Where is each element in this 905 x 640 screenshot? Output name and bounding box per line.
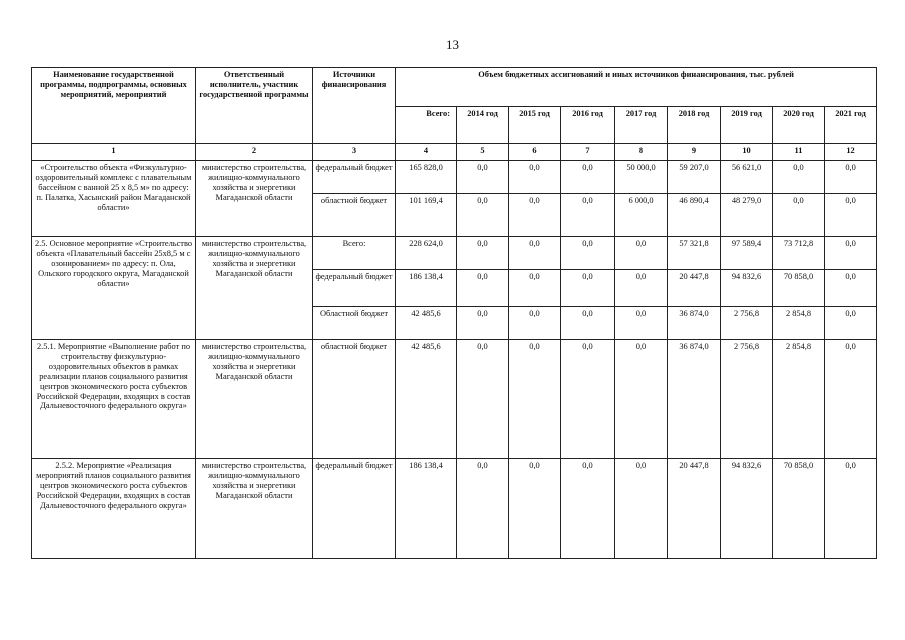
value-cell: 6 000,0 — [615, 194, 668, 237]
value-cell: 2 756,8 — [721, 307, 773, 340]
value-cell: 0,0 — [457, 340, 509, 459]
value-cell: 0,0 — [509, 270, 561, 307]
value-cell: 0,0 — [457, 270, 509, 307]
funding-source-cell: Областной бюджет — [313, 307, 396, 340]
value-cell: 0,0 — [509, 340, 561, 459]
value-cell: 186 138,4 — [396, 459, 457, 559]
funding-source-cell: федеральный бюджет — [313, 459, 396, 559]
column-numbers-row — [32, 144, 877, 161]
column-number: 1 — [32, 144, 196, 161]
page-number: 13 — [446, 37, 459, 52]
value-cell: 94 832,6 — [721, 459, 773, 559]
value-cell: 0,0 — [615, 237, 668, 270]
value-cell: 0,0 — [825, 161, 877, 194]
value-cell: 2 854,8 — [773, 307, 825, 340]
value-cell: 2 756,8 — [721, 340, 773, 459]
table-row — [32, 237, 877, 270]
value-cell: 20 447,8 — [668, 270, 721, 307]
value-cell: 70 858,0 — [773, 459, 825, 559]
program-name-cell: 2.5. Основное мероприятие «Строительство объекта «Плавательный бассейн 25х8,5 м с озонированием» по адресу: п. Ола, Ольского городского округа, Магаданской области» — [32, 237, 196, 340]
header-budget-volume: Объем бюджетных ассигнований и иных источников финансирования, тыс. рублей — [396, 68, 877, 107]
header-year: 2018 год — [668, 107, 721, 144]
value-cell: 46 890,4 — [668, 194, 721, 237]
value-cell: 0,0 — [561, 194, 615, 237]
header-year: 2015 год — [509, 107, 561, 144]
value-cell: 0,0 — [825, 340, 877, 459]
value-cell: 36 874,0 — [668, 307, 721, 340]
value-cell: 0,0 — [561, 340, 615, 459]
value-cell: 165 828,0 — [396, 161, 457, 194]
value-cell: 0,0 — [615, 340, 668, 459]
executor-cell: министерство строительства, жилищно-коммунального хозяйства и энергетики Магаданской области — [196, 161, 313, 237]
value-cell: 0,0 — [561, 459, 615, 559]
value-cell: 0,0 — [825, 307, 877, 340]
column-number: 12 — [825, 144, 877, 161]
table-row — [32, 161, 877, 194]
table-row — [32, 459, 877, 559]
executor-cell: министерство строительства, жилищно-коммунального хозяйства и энергетики Магаданской области — [196, 237, 313, 340]
funding-source-cell: Всего: — [313, 237, 396, 270]
value-cell: 0,0 — [825, 459, 877, 559]
column-number: 8 — [615, 144, 668, 161]
value-cell: 36 874,0 — [668, 340, 721, 459]
header-year: 2014 год — [457, 107, 509, 144]
header-year: 2020 год — [773, 107, 825, 144]
value-cell: 228 624,0 — [396, 237, 457, 270]
executor-cell: министерство строительства, жилищно-коммунального хозяйства и энергетики Магаданской области — [196, 340, 313, 459]
value-cell: 42 485,6 — [396, 307, 457, 340]
header-executor: Ответственный исполнитель, участник государственной программы — [196, 68, 313, 144]
column-number: 11 — [773, 144, 825, 161]
value-cell: 0,0 — [561, 237, 615, 270]
program-name-cell: 2.5.2. Мероприятие «Реализация мероприятий планов социального развития центров экономического роста субъектов Российской Федерации, входящих в состав Дальневосточного федерального округа» — [32, 459, 196, 559]
value-cell: 70 858,0 — [773, 270, 825, 307]
value-cell: 0,0 — [615, 307, 668, 340]
value-cell: 0,0 — [509, 237, 561, 270]
value-cell: 0,0 — [561, 161, 615, 194]
value-cell: 101 169,4 — [396, 194, 457, 237]
budget-table — [31, 67, 877, 559]
value-cell: 0,0 — [561, 307, 615, 340]
header-row — [32, 68, 877, 107]
value-cell: 94 832,6 — [721, 270, 773, 307]
value-cell: 73 712,8 — [773, 237, 825, 270]
value-cell: 0,0 — [509, 459, 561, 559]
header-funding-source: Источники финансирования — [313, 68, 396, 144]
value-cell: 0,0 — [773, 161, 825, 194]
header-year: 2021 год — [825, 107, 877, 144]
executor-cell: министерство строительства, жилищно-коммунального хозяйства и энергетики Магаданской области — [196, 459, 313, 559]
value-cell: 0,0 — [457, 459, 509, 559]
value-cell: 0,0 — [561, 270, 615, 307]
value-cell: 2 854,8 — [773, 340, 825, 459]
value-cell: 0,0 — [457, 194, 509, 237]
table-row — [32, 340, 877, 459]
value-cell: 42 485,6 — [396, 340, 457, 459]
value-cell: 0,0 — [825, 194, 877, 237]
header-year: 2017 год — [615, 107, 668, 144]
value-cell: 0,0 — [825, 270, 877, 307]
column-number: 6 — [509, 144, 561, 161]
value-cell: 50 000,0 — [615, 161, 668, 194]
value-cell: 20 447,8 — [668, 459, 721, 559]
column-number: 4 — [396, 144, 457, 161]
value-cell: 0,0 — [825, 237, 877, 270]
funding-source-cell: федеральный бюджет — [313, 270, 396, 307]
column-number: 9 — [668, 144, 721, 161]
column-number: 2 — [196, 144, 313, 161]
value-cell: 0,0 — [615, 459, 668, 559]
header-program-name: Наименование государственной программы, подпрограммы, основных мероприятий, мероприятий — [32, 68, 196, 144]
funding-source-cell: областной бюджет — [313, 194, 396, 237]
column-number: 3 — [313, 144, 396, 161]
value-cell: 0,0 — [457, 307, 509, 340]
header-total: Всего: — [396, 107, 457, 144]
value-cell: 0,0 — [615, 270, 668, 307]
column-number: 7 — [561, 144, 615, 161]
value-cell: 0,0 — [457, 237, 509, 270]
program-name-cell: «Строительство объекта «Физкультурно-оздоровительный комплекс с плавательным бассейном с ванной 25 х 8,5 м» по адресу: п. Палатка, Хасынский район Магаданской области» — [32, 161, 196, 237]
header-year: 2016 год — [561, 107, 615, 144]
value-cell: 0,0 — [509, 307, 561, 340]
funding-source-cell: областной бюджет — [313, 340, 396, 459]
program-name-cell: 2.5.1. Мероприятие «Выполнение работ по строительству физкультурно-оздоровительных объектов в рамках реализации планов социального развития центров экономического роста субъектов Российской Федерации, входящих в состав Дальневосточного федерального округа» — [32, 340, 196, 459]
value-cell: 186 138,4 — [396, 270, 457, 307]
value-cell: 97 589,4 — [721, 237, 773, 270]
column-number: 10 — [721, 144, 773, 161]
value-cell: 0,0 — [509, 194, 561, 237]
value-cell: 0,0 — [509, 161, 561, 194]
value-cell: 0,0 — [457, 161, 509, 194]
value-cell: 57 321,8 — [668, 237, 721, 270]
funding-source-cell: федеральный бюджет — [313, 161, 396, 194]
value-cell: 59 207,0 — [668, 161, 721, 194]
value-cell: 0,0 — [773, 194, 825, 237]
column-number: 5 — [457, 144, 509, 161]
value-cell: 56 621,0 — [721, 161, 773, 194]
header-year: 2019 год — [721, 107, 773, 144]
value-cell: 48 279,0 — [721, 194, 773, 237]
